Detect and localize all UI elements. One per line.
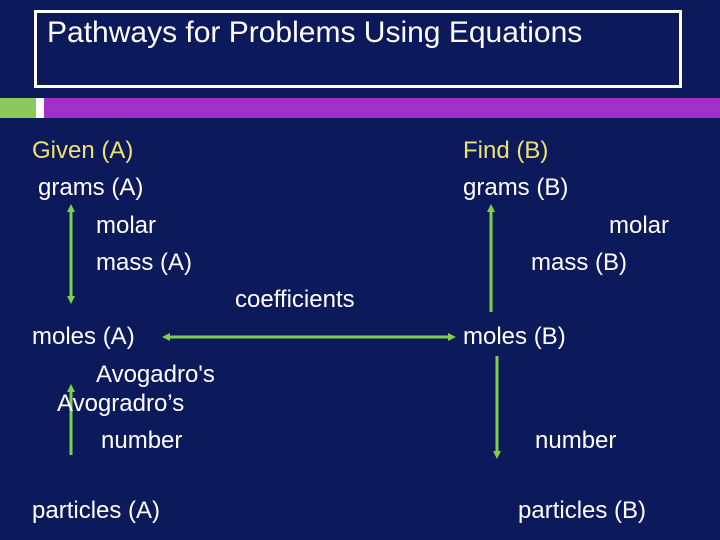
molar-mass-a-label: mass (A) [96, 249, 192, 276]
molar-b-label: molar [609, 212, 670, 239]
grams-b-label: grams (B) [463, 174, 569, 201]
number-b-label: number [535, 427, 617, 454]
coefficients-label: coefficients [235, 286, 355, 313]
grams-a-label: grams (A) [38, 174, 144, 201]
particles-a-label: particles (A) [32, 497, 161, 524]
moles-b-label: moles (B) [463, 323, 566, 350]
moles-a-label: moles (A) [32, 323, 135, 350]
particles-b-label: particles (B) [518, 497, 647, 524]
slide-title: Pathways for Problems Using Equations [47, 16, 583, 49]
number-a-label: number [101, 427, 183, 454]
molar-mass-b-label: mass (B) [531, 249, 627, 276]
molar-a-label: molar [96, 212, 157, 239]
given-heading: Given (A) [32, 137, 134, 164]
avogadro-label-1: Avogadro's [96, 361, 215, 388]
avogadro-label-2: Avogradro’s [57, 390, 185, 417]
find-heading: Find (B) [463, 137, 549, 164]
